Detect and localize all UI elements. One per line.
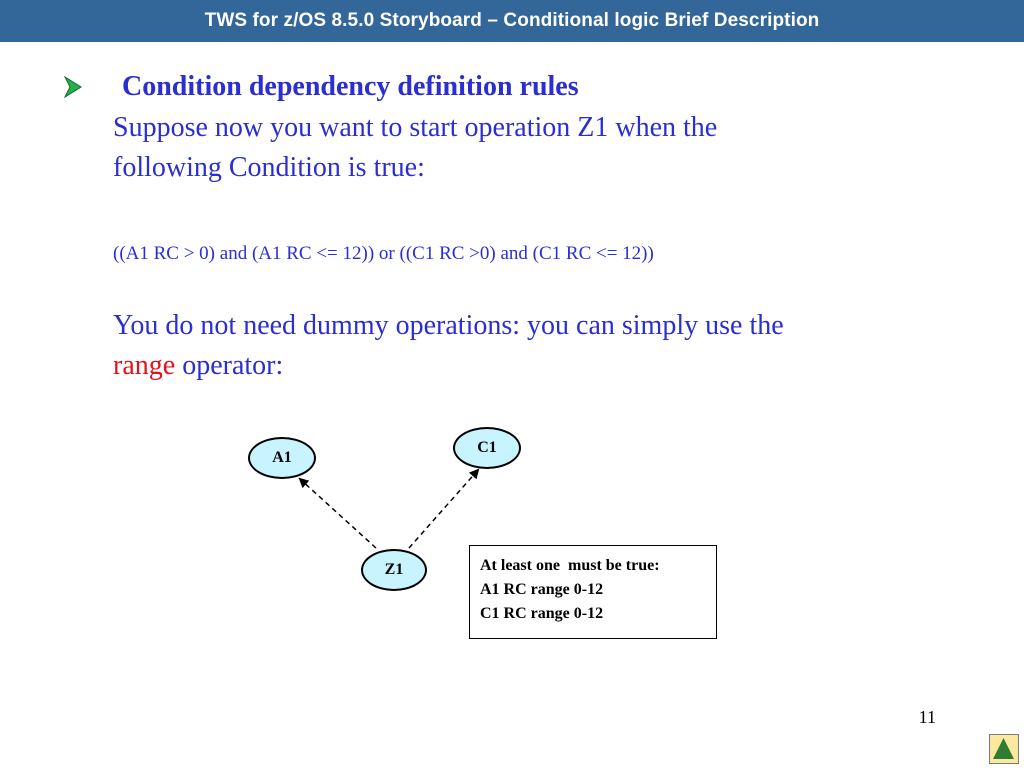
range-keyword: range xyxy=(113,350,176,381)
triangle-up-icon xyxy=(990,735,1017,762)
condition-box xyxy=(469,545,717,639)
note-line-1: You do not need dummy operations: you can simply use the xyxy=(113,310,784,341)
node-a1: A1 xyxy=(248,437,316,479)
page-number: 11 xyxy=(918,707,936,727)
edge-z1-to-c1 xyxy=(409,470,478,548)
section-heading: Condition dependency definition rules xyxy=(122,71,579,102)
condition-formula: ((A1 RC > 0) and (A1 RC <= 12)) or ((C1 RC >0) and (C1 RC <= 12)) xyxy=(113,243,654,264)
condition-box-line-2: A1 RC range 0-12 xyxy=(480,581,604,598)
condition-box-line-1: At least one must be true: xyxy=(480,557,660,574)
edge-z1-to-a1 xyxy=(300,479,376,548)
condition-box-underline xyxy=(573,638,615,639)
note-line-2-rest: operator: xyxy=(175,350,284,381)
intro-line-2: following Condition is true: xyxy=(113,152,425,183)
condition-box-line-3: C1 RC range 0-12 xyxy=(480,605,604,622)
node-z1: Z1 xyxy=(361,549,427,591)
node-c1: C1 xyxy=(453,427,521,469)
slide-title: TWS for z/OS 8.5.0 Storyboard – Conditional logic Brief Description xyxy=(204,10,820,31)
nav-up-button[interactable] xyxy=(989,734,1019,764)
intro-line-1: Suppose now you want to start operation Z1 when the xyxy=(113,112,718,143)
